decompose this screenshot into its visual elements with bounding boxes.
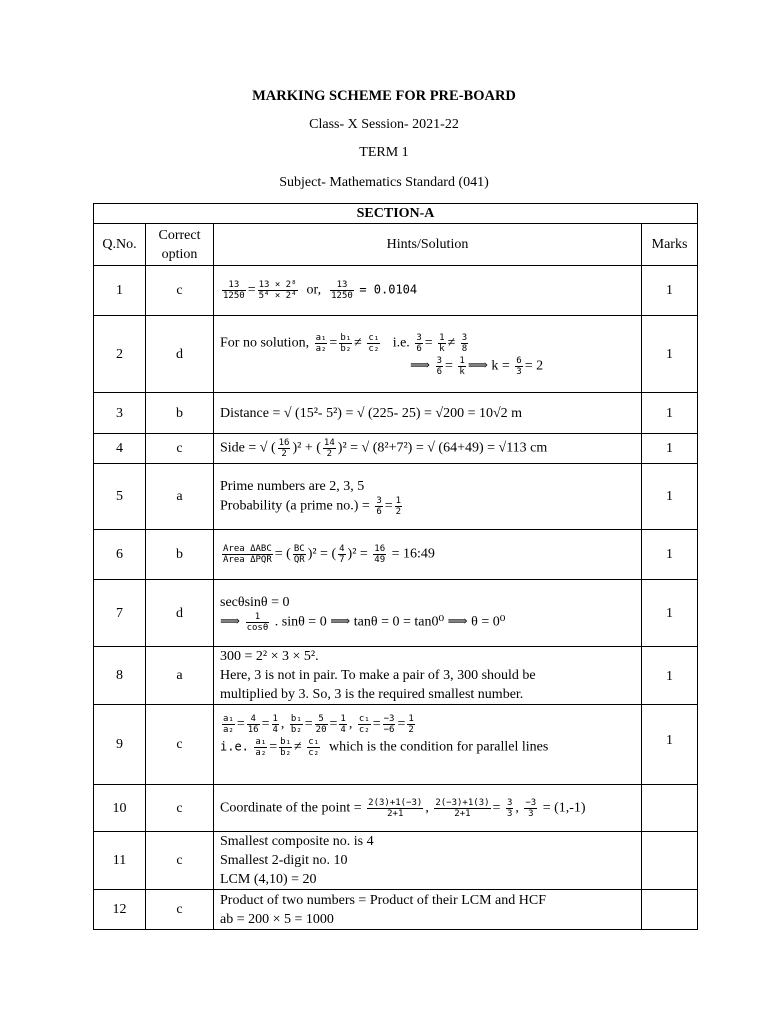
- hint-solution: Distance = √ (15²- 5²) = √ (225- 25) = √200 = 10√2 m: [214, 393, 642, 434]
- hint-solution: For no solution, $\frac{\text{a₁}}{\text{a₂}}$ = $\frac{\text{b₁}}{\text{b₂}}$ ≠ $\frac{\text{c₁}}{\text{c₂}}$ i.e. $\frac{3}{6}$ = $\frac{1}{k}$ ≠ $\frac{3}{8}$ ⟹ $\frac{3}{6}$ = $\frac{1}{k}$ ⟹ k = $\frac{6}{3}$ = 2: [214, 316, 642, 393]
- question-number: 8: [94, 647, 146, 705]
- marks: 1: [642, 530, 698, 580]
- subject-line: Subject- Mathematics Standard (041): [279, 175, 489, 190]
- hint-solution: secθsinθ = 0 ⟹ $\frac{1}{\cos\theta}$ . sinθ = 0 ⟹ tanθ = 0 = tan0⁰ ⟹ θ = 0⁰: [214, 580, 642, 647]
- table-row: [94, 393, 698, 434]
- class-session-line: Class- X Session- 2021-22: [309, 117, 459, 132]
- marks: [642, 890, 698, 930]
- hint-solution: Coordinate of the point = $\frac{2(3)+1(-3)}{2+1}$ , $\frac{2(-3)+1(3)}{2+1}$ = $\frac{3}{3}$ , $\frac{-3}{3}$ = (1,-1): [214, 785, 642, 832]
- table-row: [94, 464, 698, 530]
- question-number: 7: [94, 580, 146, 647]
- col-qno-header: Q.No.: [94, 224, 146, 266]
- marks: 1: [642, 393, 698, 434]
- table-row: [94, 266, 698, 316]
- correct-option: d: [146, 316, 214, 393]
- col-marks-header: Marks: [642, 224, 698, 266]
- correct-option: c: [146, 705, 214, 785]
- section-heading: SECTION-A: [94, 204, 698, 224]
- table-row: [94, 316, 698, 393]
- question-number: 10: [94, 785, 146, 832]
- correct-option: c: [146, 266, 214, 316]
- marking-scheme-table: [93, 203, 698, 930]
- table-row: [94, 890, 698, 930]
- hint-solution: $\frac{13}{1250}$ = $\frac{\text{13 × 2⁸}}{\text{5⁴ × 2⁴}}$ or, $\frac{13}{1250}$ = 0.0104: [214, 266, 642, 316]
- question-number: 11: [94, 832, 146, 890]
- col-hints-header: Hints/Solution: [214, 224, 642, 266]
- marks: 1: [642, 266, 698, 316]
- correct-option: c: [146, 434, 214, 464]
- question-number: 1: [94, 266, 146, 316]
- question-number: 9: [94, 705, 146, 785]
- correct-option: c: [146, 832, 214, 890]
- correct-option: a: [146, 464, 214, 530]
- correct-option: b: [146, 530, 214, 580]
- table-row: [94, 785, 698, 832]
- table-row: [94, 434, 698, 464]
- correct-option: c: [146, 890, 214, 930]
- question-number: 4: [94, 434, 146, 464]
- hint-solution: Prime numbers are 2, 3, 5 Probability (a prime no.) = $\frac{3}{6}$ = $\frac{1}{2}$: [214, 464, 642, 530]
- table-row: [94, 647, 698, 705]
- marks: [642, 832, 698, 890]
- marks: 1: [642, 316, 698, 393]
- table-row: [94, 530, 698, 580]
- column-header-row: [94, 224, 698, 266]
- hint-solution: Product of two numbers = Product of their LCM and HCF ab = 200 × 5 = 1000: [214, 890, 642, 930]
- marks: [642, 785, 698, 832]
- marks: 1: [642, 434, 698, 464]
- question-number: 2: [94, 316, 146, 393]
- col-option-header: Correct option: [146, 224, 214, 266]
- table-row: [94, 580, 698, 647]
- question-number: 6: [94, 530, 146, 580]
- table-row: [94, 832, 698, 890]
- marks: 1: [642, 647, 698, 705]
- marks: 1: [642, 464, 698, 530]
- hint-solution: $\frac{\text{a₁}}{\text{a₂}}$ = $\frac{4}{16}$ = $\frac{1}{4}$ , $\frac{\text{b₁}}{\text{b₂}}$ = $\frac{5}{20}$ = $\frac{1}{4}$ , $\frac{\text{c₁}}{\text{c₂}}$ = $\frac{-3}{-6}$ = $\frac{1}{2}$ i.e. $\frac{\text{a₁}}{\text{a₂}}$ = $\frac{\text{b₁}}{\text{b₂}}$ ≠ $\frac{\text{c₁}}{\text{c₂}}$ which is the condition for parallel lines: [214, 705, 642, 785]
- hint-solution: Area ΔABC Area ΔPQR = ( $\frac{BC}{QR}$ )² = ( $\frac{4}{7}$ )² = $\frac{16}{49}$ = 16:49: [214, 530, 642, 580]
- question-number: 5: [94, 464, 146, 530]
- correct-option: a: [146, 647, 214, 705]
- correct-option: d: [146, 580, 214, 647]
- document-title: MARKING SCHEME FOR PRE-BOARD: [252, 88, 516, 104]
- marks: 1: [642, 705, 698, 785]
- correct-option: c: [146, 785, 214, 832]
- question-number: 12: [94, 890, 146, 930]
- hint-solution: Side = √ ( $\frac{16}{2}$ )² + ( $\frac{14}{2}$ )² = √ (8²+7²) = √ (64+49) = √113 cm: [214, 434, 642, 464]
- marks: 1: [642, 580, 698, 647]
- question-number: 3: [94, 393, 146, 434]
- term-line: TERM 1: [359, 145, 409, 160]
- hint-solution: 300 = 2² × 3 × 5². Here, 3 is not in pair. To make a pair of 3, 300 should be multiplied by 3. So, 3 is the required smallest number.: [214, 647, 642, 705]
- table-row: [94, 705, 698, 785]
- correct-option: b: [146, 393, 214, 434]
- hint-solution: Smallest composite no. is 4 Smallest 2-digit no. 10 LCM (4,10) = 20: [214, 832, 642, 890]
